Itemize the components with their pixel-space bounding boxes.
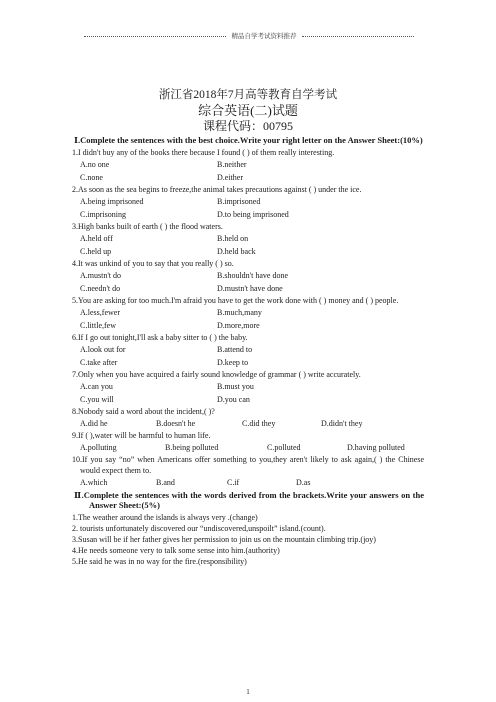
option-b: B.being polluted (165, 442, 219, 452)
question-options-row (72, 245, 424, 258)
question-stem: 9.If ( ),water will be harmful to human life. (72, 430, 211, 440)
question-stem: 1.I didn't buy any of the books there because I found ( ) of them really interesting. (72, 147, 335, 157)
option-b: B.held on (217, 233, 249, 243)
option-a: A.which (80, 477, 108, 487)
option-d: D.you can (217, 394, 250, 404)
exam-title: 浙江省2018年7月高等教育自学考试 (158, 89, 338, 101)
header-rule-right (302, 36, 414, 37)
question-options-row (72, 282, 424, 295)
option-d: D.keep to (217, 357, 249, 367)
option-a: A.mustn't do (80, 270, 121, 280)
exam-subject: 综合英语(二)试题 (198, 103, 298, 118)
option-c: C.you will (80, 394, 114, 404)
option-c: C.little,few (80, 320, 116, 330)
question-stem: 4.It was unkind of you to say that you really ( ) so. (72, 258, 234, 268)
question-options-row (72, 158, 424, 171)
option-c: C.did they (242, 418, 276, 428)
question-options-row (72, 319, 424, 332)
page-header (0, 31, 496, 43)
option-b: B.doesn't he (156, 418, 196, 428)
question-stem: 3.Susan will be if her father gives her permission to join us on the mountain climbing trip.(joy) (72, 534, 376, 544)
question-options-row (72, 306, 424, 319)
question-stem: 8.Nobody said a word about the incident,( )? (72, 406, 215, 416)
question-stem: 7.Only when you have acquired a fairly sound knowledge of grammar ( ) write accurately. (72, 369, 361, 379)
option-b: B.must you (217, 381, 254, 391)
option-c: C.needn't do (80, 283, 121, 293)
question-options-row (72, 195, 424, 208)
option-a: A.less,fewer (80, 307, 120, 317)
option-d: D.having polluted (347, 442, 405, 452)
question-options-row (72, 393, 424, 406)
section-heading-2: Ⅱ.Complete the sentences with the words derived from the brackets.Write your answers on the Answer Sheet:(5%) (74, 489, 424, 510)
option-c: C.polluted (267, 442, 301, 452)
option-a: A.no one (80, 159, 110, 169)
option-b: B.imprisoned (217, 196, 261, 206)
option-d: D.held back (217, 246, 256, 256)
exam-content (72, 135, 424, 567)
option-b: B.and (156, 477, 175, 487)
question-stem: 1.The weather around the islands is always very .(change) (72, 512, 258, 522)
option-c: C.if (227, 477, 240, 487)
option-c: C.held up (80, 246, 112, 256)
question-options-row (72, 208, 424, 221)
question-stem: 2.As soon as the sea begins to freeze,the animal takes precautions against ( ) under the ice. (72, 184, 362, 194)
page-number: 1 (246, 688, 250, 696)
option-d: D.as (296, 477, 311, 487)
header-text: 精品自学考试资料推荐 (231, 33, 297, 40)
question-options-row (72, 343, 424, 356)
option-a: A.did he (80, 418, 108, 428)
question-options-row (72, 171, 424, 184)
question-stem: 4.He needs someone very to talk some sense into him.(authority) (72, 545, 280, 555)
option-c: C.imprisoning (80, 209, 127, 219)
question-stem: 6.If I go out tonight,I'll ask a baby sitter to ( ) the baby. (72, 332, 248, 342)
question-options-row (72, 417, 424, 430)
question-stem: 10.If you say “no” when Americans offer something to you,they aren't likely to ask again,( ) the Chinese would expect them to. (72, 454, 424, 475)
course-code: 课程代码：00795 (202, 119, 293, 133)
option-b: B.much,many (217, 307, 262, 317)
option-b: B.shouldn't have done (217, 270, 288, 280)
question-options-row (72, 269, 424, 282)
question-options-row (72, 441, 424, 454)
option-d: D.didn't they (321, 418, 363, 428)
header-rule-left (84, 36, 226, 37)
option-a: A.can you (80, 381, 113, 391)
option-c: C.take after (80, 357, 118, 367)
question-options-row (72, 380, 424, 393)
option-b: B.neither (217, 159, 247, 169)
option-a: A.polluting (80, 442, 117, 452)
question-stem: 2. tourists unfortunately discovered our “undiscovered,unspoilt” island.(count). (72, 523, 326, 533)
option-c: C.none (80, 172, 103, 182)
option-d: D.mustn't have done (217, 283, 283, 293)
question-stem: 3.High banks built of earth ( ) the flood waters. (72, 221, 223, 231)
option-a: A.held off (80, 233, 113, 243)
option-d: D.either (217, 172, 243, 182)
option-d: D.to being imprisoned (217, 209, 289, 219)
section-heading-1: Ⅰ.Complete the sentences with the best choice.Write your right letter on the Answer Sheet:(10%) (74, 135, 423, 145)
option-d: D.more,more (217, 320, 260, 330)
option-a: A.being imprisoned (80, 196, 144, 206)
option-b: B.attend to (217, 344, 253, 354)
question-options-row (72, 232, 424, 245)
question-stem: 5.He said he was in no way for the fire.(responsibility) (72, 556, 247, 566)
question-options-row (72, 476, 424, 489)
question-options-row (72, 356, 424, 369)
option-a: A.look out for (80, 344, 126, 354)
question-stem: 5.You are asking for too much.I'm afraid you have to get the work done with ( ) money and ( ) people. (72, 295, 399, 305)
